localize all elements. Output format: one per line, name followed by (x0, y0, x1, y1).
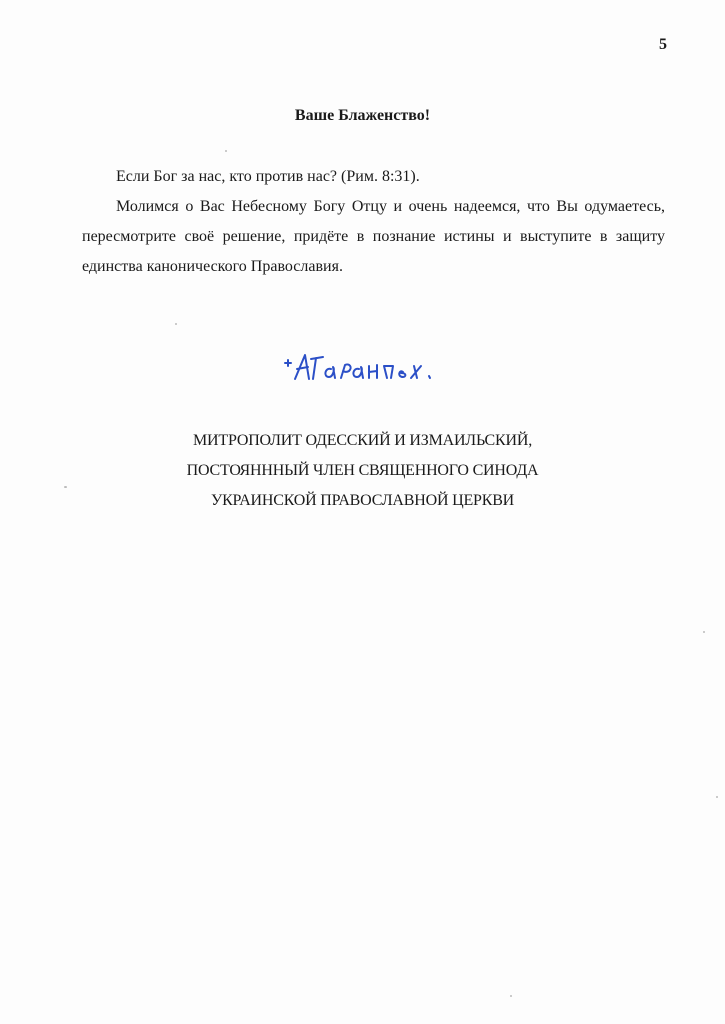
scan-speck (225, 150, 227, 152)
letter-paragraph: Если Бог за нас, кто против нас? (Рим. 8:31). (116, 168, 420, 185)
scan-speck (703, 631, 705, 633)
signatory-title-line: МИТРОПОЛИТ ОДЕССКИЙ И ИЗМАИЛЬСКИЙ, (192, 432, 533, 449)
letter-paragraph: Молимся о Вас Небесному Богу Отцу и очень надеемся, что Вы одумаетесь, пересмотрите своё решение, придёте в познание истины и выступите в защиту единства канонического Православия. (82, 198, 665, 275)
letter-body (82, 162, 665, 282)
letter-greeting: Ваше Блаженство! (294, 107, 431, 124)
signatory-title-line: УКРАИНСКОЙ ПРАВОСЛАВНОЙ ЦЕРКВИ (210, 492, 515, 509)
signatory-title-line: ПОСТОЯНННЫЙ ЧЛЕН СВЯЩЕННОГО СИНОДА (186, 462, 539, 479)
scan-speck (175, 323, 177, 325)
handwritten-signature (283, 349, 433, 389)
scan-speck (716, 796, 718, 798)
scan-speck (510, 995, 512, 997)
signatory-title (0, 426, 725, 516)
scan-speck (64, 486, 67, 488)
page-number: 5 (659, 36, 667, 53)
